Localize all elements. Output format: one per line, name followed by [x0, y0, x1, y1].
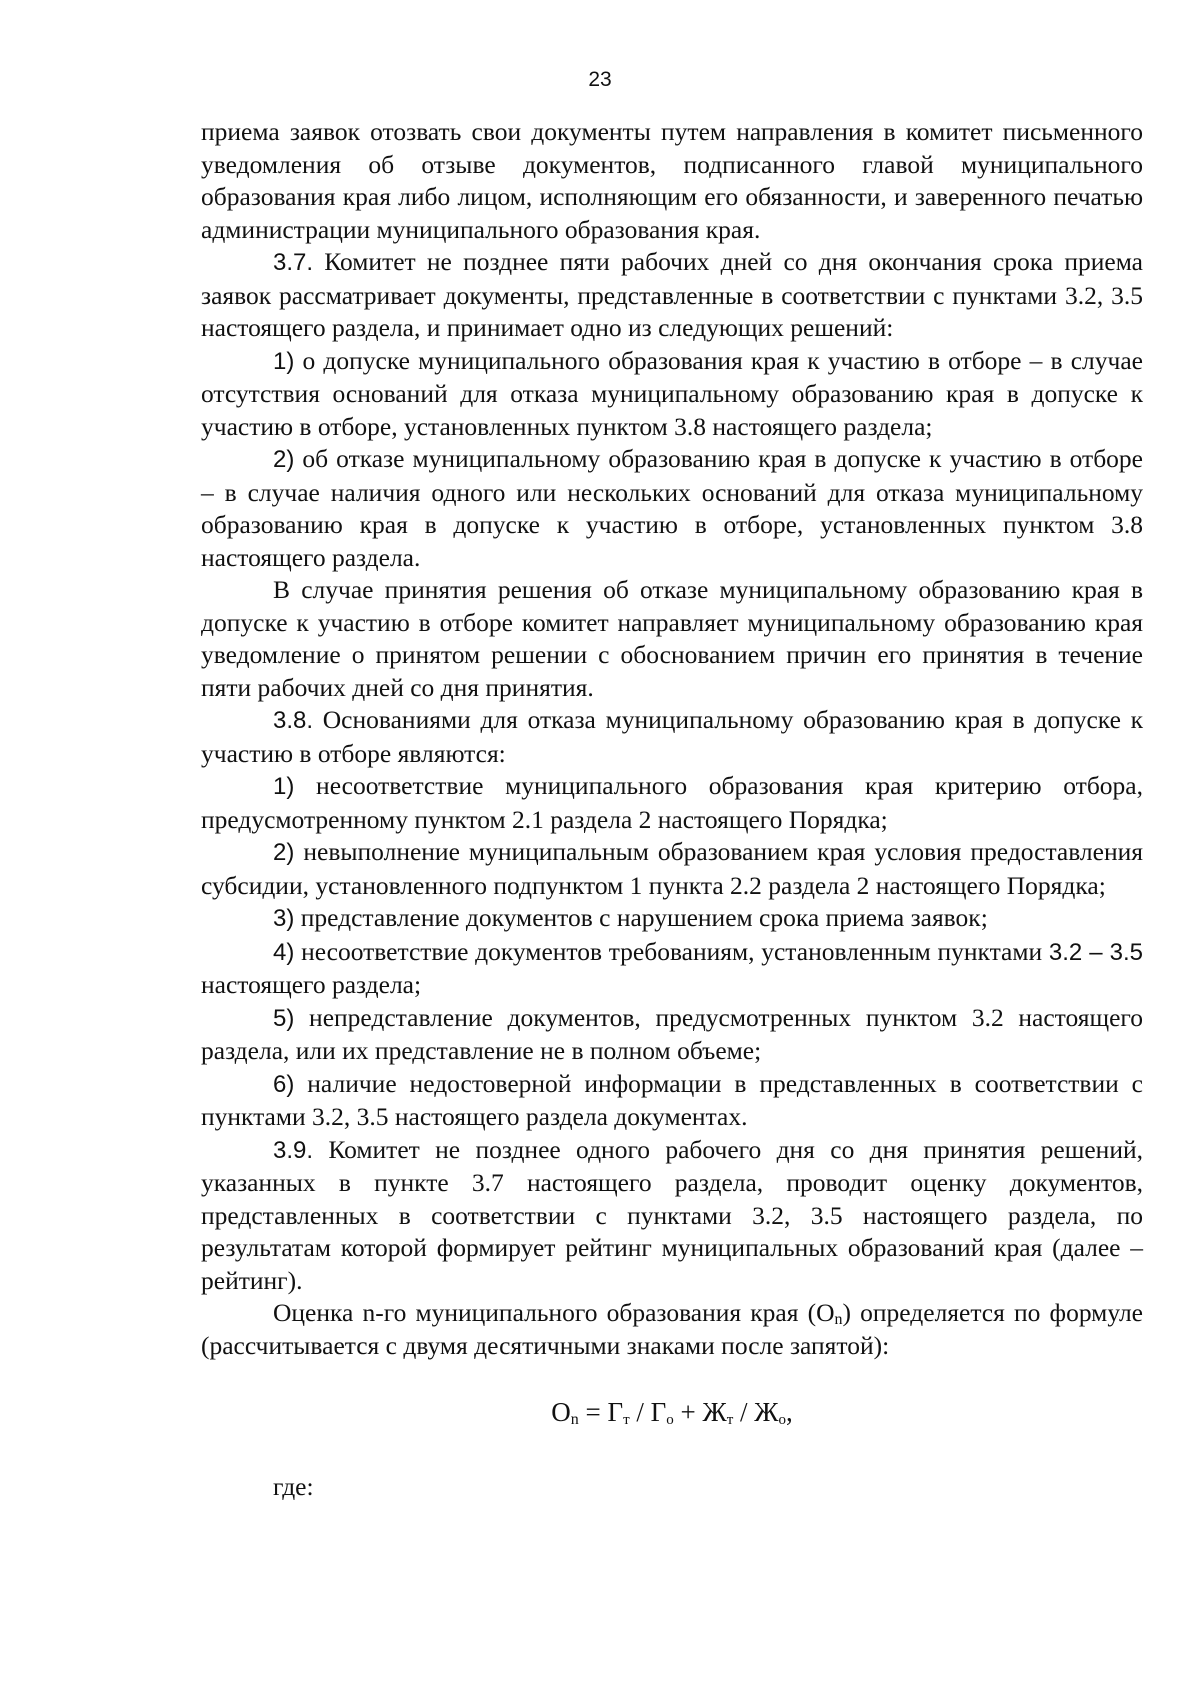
- paragraph-3-8: [201, 704, 1143, 770]
- item-text: несоответствие документов требованиям, установленным пунктами: [301, 936, 1043, 966]
- score-subscript: n: [834, 1311, 843, 1328]
- list-item-3-8-6: [201, 1068, 1143, 1134]
- item-text: о допуске муниципального образования края к участию в отборе – в случае отсутствия оснований для отказа муниципальному образованию края в допуске к участию в отборе, установленных пунктом 3.8 настоящего раздела;: [201, 345, 1143, 441]
- formula-zh-o: / Ж: [733, 1397, 779, 1427]
- clause-text: Основаниями для отказа муниципальному образованию края в допуске к участию в отборе являются:: [201, 705, 1143, 768]
- clause-number: 3.7.: [273, 249, 314, 276]
- score-text-a: Оценка n-го муниципального образования края (О: [273, 1298, 835, 1327]
- item-text: невыполнение муниципальным образованием края условия предоставления субсидии, установленного подпунктом 1 пункта 2.2 раздела 2 настоящего Порядка;: [201, 837, 1143, 900]
- paragraph-3-9: [201, 1134, 1143, 1298]
- item-text: представление документов с нарушением срока приема заявок;: [300, 903, 988, 932]
- formula-comma: ,: [785, 1397, 793, 1427]
- list-item-3-8-4: [201, 936, 1143, 1002]
- formula-zh-o-subscript: о: [778, 1412, 786, 1428]
- item-text: наличие недостоверной информации в представленных в соответствии с пунктами 3.2, 3.5 настоящего раздела документах.: [201, 1068, 1144, 1131]
- formula-g-t: = Г: [578, 1397, 624, 1427]
- item-text: непредставление документов, предусмотренных пунктом 3.2 настоящего раздела, или их представление не в полном объеме;: [201, 1002, 1144, 1065]
- document-body: [201, 116, 1143, 1503]
- paragraph-3-7: [201, 246, 1143, 345]
- item-number: 4): [273, 938, 295, 966]
- formula-o-subscript: n: [570, 1411, 579, 1428]
- paragraph-score-definition: [201, 1297, 1143, 1362]
- item-number: 1): [273, 773, 295, 800]
- list-item-3-8-3: [201, 902, 1143, 936]
- clause-number: 3.9.: [273, 1136, 314, 1164]
- clause-text: Комитет не позднее одного рабочего дня со дня принятия решений, указанных в пункте 3.7 настоящего раздела, проводит оценку документов, представленных в соответствии с пунктами 3.2, 3.5 настоящего раздела, по результатам которой формирует рейтинг муниципальных образований края (далее – рейтинг).: [201, 1134, 1143, 1295]
- list-item-3-8-1: [201, 770, 1143, 836]
- formula-g-t-subscript: т: [623, 1412, 630, 1428]
- list-item-3-8-2: [201, 836, 1143, 902]
- item-text-tail: настоящего раздела;: [201, 970, 422, 999]
- paragraph-refusal-notice: В случае принятия решения об отказе муниципальному образованию края в допуске к участию в отборе комитет направляет муниципальному образованию края уведомление о принятом решении с обоснованием причин его принятия в течение пяти рабочих дней со дня принятия.: [201, 575, 1143, 702]
- where-label: где:: [273, 1471, 314, 1501]
- score-formula: [201, 1396, 1143, 1429]
- clause-number: 3.8.: [273, 707, 314, 734]
- item-text: об отказе муниципальному образованию края в допуске к участию в отборе – в случае наличия одного или нескольких оснований для отказа муниципальному образованию края в допуске к участию в отборе, установленных пунктом 3.8 настоящего раздела.: [201, 444, 1143, 572]
- paragraph-continuation: приема заявок отозвать свои документы путем направления в комитет письменного уведомления об отзыве документов, подписанного главой муниципального образования края либо лицом, исполняющим его обязанности, и заверенного печатью администрации муниципального образования края.: [201, 117, 1143, 244]
- page-number: 23: [588, 68, 612, 91]
- item-number: 5): [273, 1004, 295, 1032]
- formula-g-o: / Г: [629, 1397, 667, 1427]
- list-item-3-7-2: [201, 443, 1143, 574]
- item-number: 6): [273, 1070, 295, 1098]
- list-item-3-8-5: [201, 1002, 1143, 1068]
- clause-text: Комитет не позднее пяти рабочих дней со дня окончания срока приема заявок рассматривает документы, представленные в соответствии с пунктами 3.2, 3.5 настоящего раздела, и принимает одно из следующих решений:: [201, 247, 1143, 342]
- formula-g-o-subscript: о: [666, 1412, 674, 1428]
- formula-zh-t-subscript: т: [726, 1412, 734, 1428]
- formula-o: O: [551, 1397, 571, 1427]
- item-number: 3): [273, 905, 295, 932]
- score-text-b: ) определяется по формуле (рассчитывается с двумя десятичными знаками после запятой):: [201, 1298, 1143, 1360]
- list-item-3-7-1: [201, 345, 1143, 444]
- formula-zh-t: + Ж: [673, 1397, 727, 1427]
- item-number: 2): [273, 839, 295, 866]
- item-reference: 3.2 – 3.5: [1048, 938, 1143, 966]
- item-text: несоответствие муниципального образования края критерию отбора, предусмотренному пунктом 2.1 раздела 2 настоящего Порядка;: [201, 771, 1143, 834]
- item-number: 2): [273, 446, 295, 473]
- item-number: 1): [273, 347, 295, 375]
